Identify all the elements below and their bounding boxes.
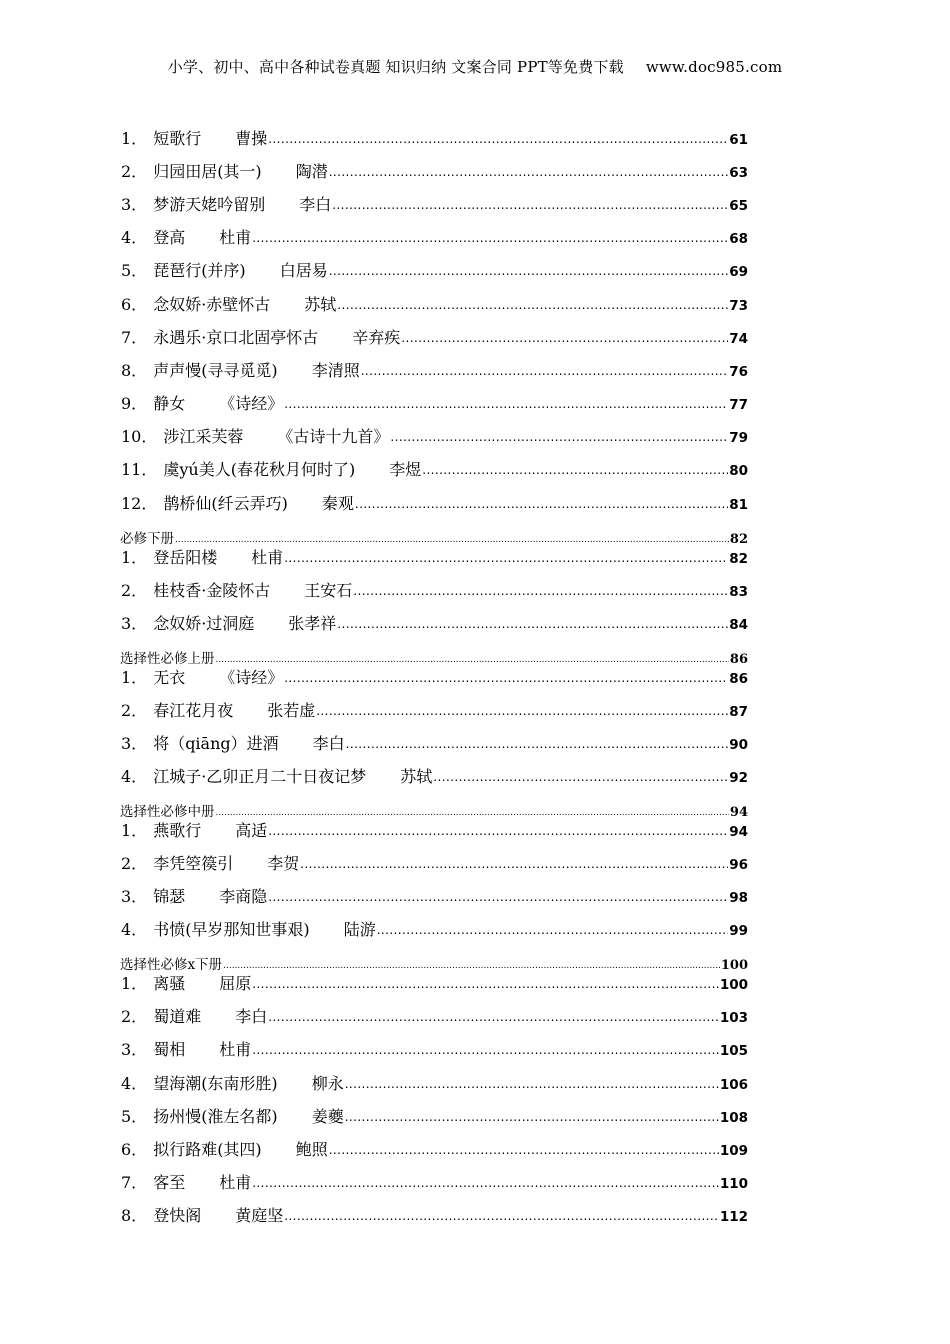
toc-entry-number: 3．: [121, 614, 148, 633]
toc-page-number: 86: [729, 671, 748, 687]
dot-leader: [422, 464, 728, 476]
toc-entry[interactable]: [121, 1137, 748, 1159]
toc-page-number: 81: [729, 497, 748, 513]
toc-entry-title: 李凭箜篌引: [153, 854, 234, 873]
dot-leader: [329, 265, 729, 277]
toc-entry[interactable]: [121, 917, 748, 939]
toc-page-number: 105: [719, 1043, 748, 1059]
toc-entry-title: 短歌行: [153, 129, 202, 148]
toc-entry-title: 登快阁: [153, 1206, 202, 1225]
toc-page-number: 108: [719, 1110, 748, 1126]
toc-entry[interactable]: [121, 192, 748, 214]
toc-page-number: 106: [719, 1077, 748, 1093]
toc-page-number: 74: [729, 331, 748, 347]
toc-entry-author: 李煜: [389, 460, 422, 479]
dot-leader: [252, 978, 719, 990]
toc-entry-author: 李白: [312, 734, 345, 753]
toc-entry-number: 4．: [121, 767, 148, 786]
toc-entry-author: 《诗经》: [219, 394, 284, 413]
toc-entry-number: 1．: [121, 821, 148, 840]
toc-page-number: 63: [729, 165, 748, 181]
toc-entry-author: 黄庭坚: [235, 1206, 284, 1225]
toc-entry[interactable]: [121, 1004, 748, 1026]
dot-leader: [337, 618, 728, 630]
toc-entry-number: 11．: [121, 460, 158, 479]
dot-leader: [268, 825, 728, 837]
toc-entry-author: 陶潜: [295, 162, 328, 181]
toc-entry-author: 杜甫: [219, 1173, 252, 1192]
toc-page-number: 82: [729, 551, 748, 567]
toc-entry-number: 5．: [121, 1107, 148, 1126]
toc-entry[interactable]: [121, 424, 748, 446]
toc-page-number: 103: [719, 1010, 748, 1026]
toc-entry-author: 苏轼: [304, 295, 337, 314]
toc-entry-author: 《古诗十九首》: [277, 427, 390, 446]
toc-page-number: 83: [729, 584, 748, 600]
toc-section-heading[interactable]: [120, 953, 748, 971]
toc-entry-title: 扬州慢(淮左名都): [153, 1107, 278, 1126]
dot-leader: [353, 585, 728, 597]
toc-page-number: 110: [719, 1176, 748, 1192]
toc-entry-author: 辛弃疾: [352, 328, 401, 347]
toc-entry-author: 苏轼: [400, 767, 433, 786]
header-url[interactable]: www.doc985.com: [645, 58, 783, 76]
toc-entry[interactable]: [121, 159, 748, 181]
toc-entry-author: 杜甫: [219, 1040, 252, 1059]
toc-entry-author: 李贺: [267, 854, 300, 873]
dot-leader: [390, 431, 728, 443]
toc-entry[interactable]: [121, 292, 748, 314]
toc-entry-title: 虞yú美人(春花秋月何时了): [163, 460, 356, 479]
toc-entry[interactable]: [121, 1170, 748, 1192]
dot-leader: [346, 738, 729, 750]
toc-entry[interactable]: [121, 126, 748, 148]
dot-leader: [284, 672, 728, 684]
toc-entry[interactable]: [121, 545, 748, 567]
toc-entry-author: 《诗经》: [219, 668, 284, 687]
dot-leader: [252, 1177, 719, 1189]
toc-entry-number: 1．: [121, 548, 148, 567]
dot-leader: [345, 1078, 719, 1090]
toc-entry[interactable]: [121, 491, 748, 513]
toc-entry[interactable]: [121, 578, 748, 600]
toc-entry-author: 李商隐: [219, 887, 268, 906]
toc-section-heading[interactable]: [120, 647, 748, 665]
toc-page-number: 68: [729, 231, 748, 247]
dot-leader: [268, 1011, 719, 1023]
toc-entry-number: 6．: [121, 1140, 148, 1159]
toc-page-number: 86: [729, 652, 748, 667]
toc-page-number: 65: [729, 198, 748, 214]
dot-leader: [268, 891, 728, 903]
toc-entry[interactable]: [121, 884, 748, 906]
toc-entry-title: 梦游天姥吟留别: [153, 195, 266, 214]
toc-entry[interactable]: [121, 698, 748, 720]
toc-entry-number: 2．: [121, 1007, 148, 1026]
toc-entry-author: 李白: [235, 1007, 268, 1026]
toc-entry-author: 陆游: [343, 920, 376, 939]
toc-entry-author: 李白: [299, 195, 332, 214]
toc-section-title: 必修下册: [120, 531, 174, 547]
dot-leader: [433, 771, 728, 783]
toc-entry-number: 2．: [121, 162, 148, 181]
toc-entry-number: 2．: [121, 701, 148, 720]
toc-entry[interactable]: [121, 764, 748, 786]
toc-entry-number: 4．: [121, 920, 148, 939]
toc-entry-number: 3．: [121, 734, 148, 753]
toc-page-number: 92: [729, 770, 748, 786]
toc-entry[interactable]: [121, 1203, 748, 1225]
toc-entry-title: 永遇乐·京口北固亭怀古: [153, 328, 319, 347]
toc-page-number: 76: [729, 364, 748, 380]
toc-page-number: 112: [719, 1209, 748, 1225]
toc-entry-number: 7．: [121, 1173, 148, 1192]
toc-entry-author: 白居易: [279, 261, 328, 280]
toc-entry-title: 离骚: [153, 974, 186, 993]
toc-entry[interactable]: [121, 358, 748, 380]
dot-leader: [223, 962, 720, 971]
toc-page-number: 99: [729, 923, 748, 939]
toc-entry[interactable]: [121, 457, 748, 479]
toc-entry-number: 1．: [121, 129, 148, 148]
dot-leader: [300, 858, 728, 870]
toc-entry-title: 燕歌行: [153, 821, 202, 840]
toc-entry-title: 登高: [153, 228, 186, 247]
toc-page-number: 98: [729, 890, 748, 906]
toc-page-number: 79: [729, 430, 748, 446]
toc-entry[interactable]: [121, 971, 748, 993]
header-text: 小学、初中、高中各种试卷真题 知识归纳 文案合同 PPT等免费下载: [167, 58, 624, 76]
toc-entry-title: 无衣: [153, 668, 186, 687]
toc-entry-number: 3．: [121, 195, 148, 214]
toc-section-title: 选择性必修中册: [120, 804, 215, 820]
toc-page-number: 100: [719, 977, 748, 993]
toc-entry-number: 2．: [121, 581, 148, 600]
toc-entry-number: 12．: [121, 494, 158, 513]
toc-entry-author: 张若虚: [267, 701, 316, 720]
toc-entry-author: 高适: [235, 821, 268, 840]
toc-entry[interactable]: [121, 225, 748, 247]
toc-entry-number: 8．: [121, 1206, 148, 1225]
toc-entry-number: 5．: [121, 261, 148, 280]
toc-page-number: 94: [729, 824, 748, 840]
toc-entry[interactable]: [121, 258, 748, 280]
dot-leader: [268, 133, 728, 145]
dot-leader: [252, 232, 728, 244]
toc-entry-title: 将（qiāng）进酒: [153, 734, 279, 753]
dot-leader: [332, 199, 728, 211]
dot-leader: [329, 1144, 719, 1156]
toc-entry-title: 念奴娇·赤壁怀古: [153, 295, 271, 314]
toc-entry-author: 屈原: [219, 974, 252, 993]
toc-page-number: 100: [720, 958, 748, 973]
dot-leader: [284, 398, 728, 410]
toc-entry-title: 望海潮(东南形胜): [153, 1074, 278, 1093]
dot-leader: [337, 299, 728, 311]
toc-entry-title: 春江花月夜: [153, 701, 234, 720]
toc-entry-author: 杜甫: [251, 548, 284, 567]
dot-leader: [284, 1210, 719, 1222]
toc-entry[interactable]: [121, 1037, 748, 1059]
toc-entry-number: 3．: [121, 887, 148, 906]
toc-page-number: 109: [719, 1143, 748, 1159]
dot-leader: [355, 498, 728, 510]
toc-page-number: 61: [729, 132, 748, 148]
toc-entry-author: 李清照: [311, 361, 360, 380]
toc-entry-title: 书愤(早岁那知世事艰): [153, 920, 310, 939]
dot-leader: [329, 166, 729, 178]
toc-entry-number: 1．: [121, 668, 148, 687]
toc-entry-number: 8．: [121, 361, 148, 380]
toc-section-title: 选择性必修x下册: [120, 957, 223, 973]
toc-page-number: 82: [729, 532, 748, 547]
toc-entry-title: 声声慢(寻寻觅觅): [153, 361, 278, 380]
toc-entry[interactable]: [121, 391, 748, 413]
dot-leader: [361, 365, 729, 377]
toc-entry-number: 10．: [121, 427, 158, 446]
toc-section-heading[interactable]: [120, 527, 748, 545]
toc-entry-title: 琵琶行(并序): [153, 261, 246, 280]
toc-entry-author: 柳永: [311, 1074, 344, 1093]
toc-entry[interactable]: [121, 325, 748, 347]
toc-page-number: 73: [729, 298, 748, 314]
toc-entry-title: 江城子·乙卯正月二十日夜记梦: [153, 767, 367, 786]
toc-entry-author: 秦观: [321, 494, 354, 513]
toc-entry-title: 登岳阳楼: [153, 548, 218, 567]
toc-entry-author: 杜甫: [219, 228, 252, 247]
toc-entry-title: 静女: [153, 394, 186, 413]
toc-page-number: 84: [729, 617, 748, 633]
dot-leader: [345, 1111, 719, 1123]
toc-entry[interactable]: [121, 1104, 748, 1126]
toc-page-number: 77: [729, 397, 748, 413]
toc-entry-number: 2．: [121, 854, 148, 873]
dot-leader: [284, 552, 728, 564]
page-header: [0, 56, 950, 77]
toc-entry-title: 拟行路难(其四): [153, 1140, 262, 1159]
toc-page-number: 69: [729, 264, 748, 280]
toc-entry-number: 6．: [121, 295, 148, 314]
toc-entry-title: 涉江采芙蓉: [163, 427, 244, 446]
toc-entry-title: 蜀道难: [153, 1007, 202, 1026]
toc-entry[interactable]: [121, 851, 748, 873]
toc-page-number: 96: [729, 857, 748, 873]
toc-entry-title: 鹊桥仙(纤云弄巧): [163, 494, 288, 513]
toc-entry-title: 锦瑟: [153, 887, 186, 906]
dot-leader: [252, 1044, 719, 1056]
toc-entry-author: 张孝祥: [288, 614, 337, 633]
toc-entry-number: 3．: [121, 1040, 148, 1059]
toc-page-number: 87: [729, 704, 748, 720]
toc-entry-number: 9．: [121, 394, 148, 413]
toc-entry-title: 念奴娇·过洞庭: [153, 614, 255, 633]
toc-entry[interactable]: [121, 665, 748, 687]
dot-leader: [377, 924, 729, 936]
toc-entry-title: 归园田居(其一): [153, 162, 262, 181]
dot-leader: [216, 809, 729, 818]
toc-page-number: 90: [729, 737, 748, 753]
toc-entry-number: 1．: [121, 974, 148, 993]
toc-entry-title: 蜀相: [153, 1040, 186, 1059]
toc-entry-number: 4．: [121, 228, 148, 247]
toc-page-number: 80: [729, 463, 748, 479]
toc-entry-author: 曹操: [235, 129, 268, 148]
dot-leader: [401, 332, 728, 344]
toc-entry-title: 客至: [153, 1173, 186, 1192]
toc-section-title: 选择性必修上册: [120, 651, 215, 667]
toc-entry[interactable]: [121, 1071, 748, 1093]
toc-entry-author: 姜夔: [311, 1107, 344, 1126]
toc-section-heading[interactable]: [120, 800, 748, 818]
toc-entry[interactable]: [121, 818, 748, 840]
dot-leader: [216, 656, 729, 665]
toc-entry-number: 4．: [121, 1074, 148, 1093]
toc-entry[interactable]: [121, 731, 748, 753]
toc-entry-author: 王安石: [304, 581, 353, 600]
toc-entry-author: 鲍照: [295, 1140, 328, 1159]
toc-entry-number: 7．: [121, 328, 148, 347]
toc-entry-title: 桂枝香·金陵怀古: [153, 581, 271, 600]
dot-leader: [316, 705, 728, 717]
toc-entry[interactable]: [121, 611, 748, 633]
toc-page-number: 94: [729, 805, 748, 820]
dot-leader: [175, 536, 729, 545]
